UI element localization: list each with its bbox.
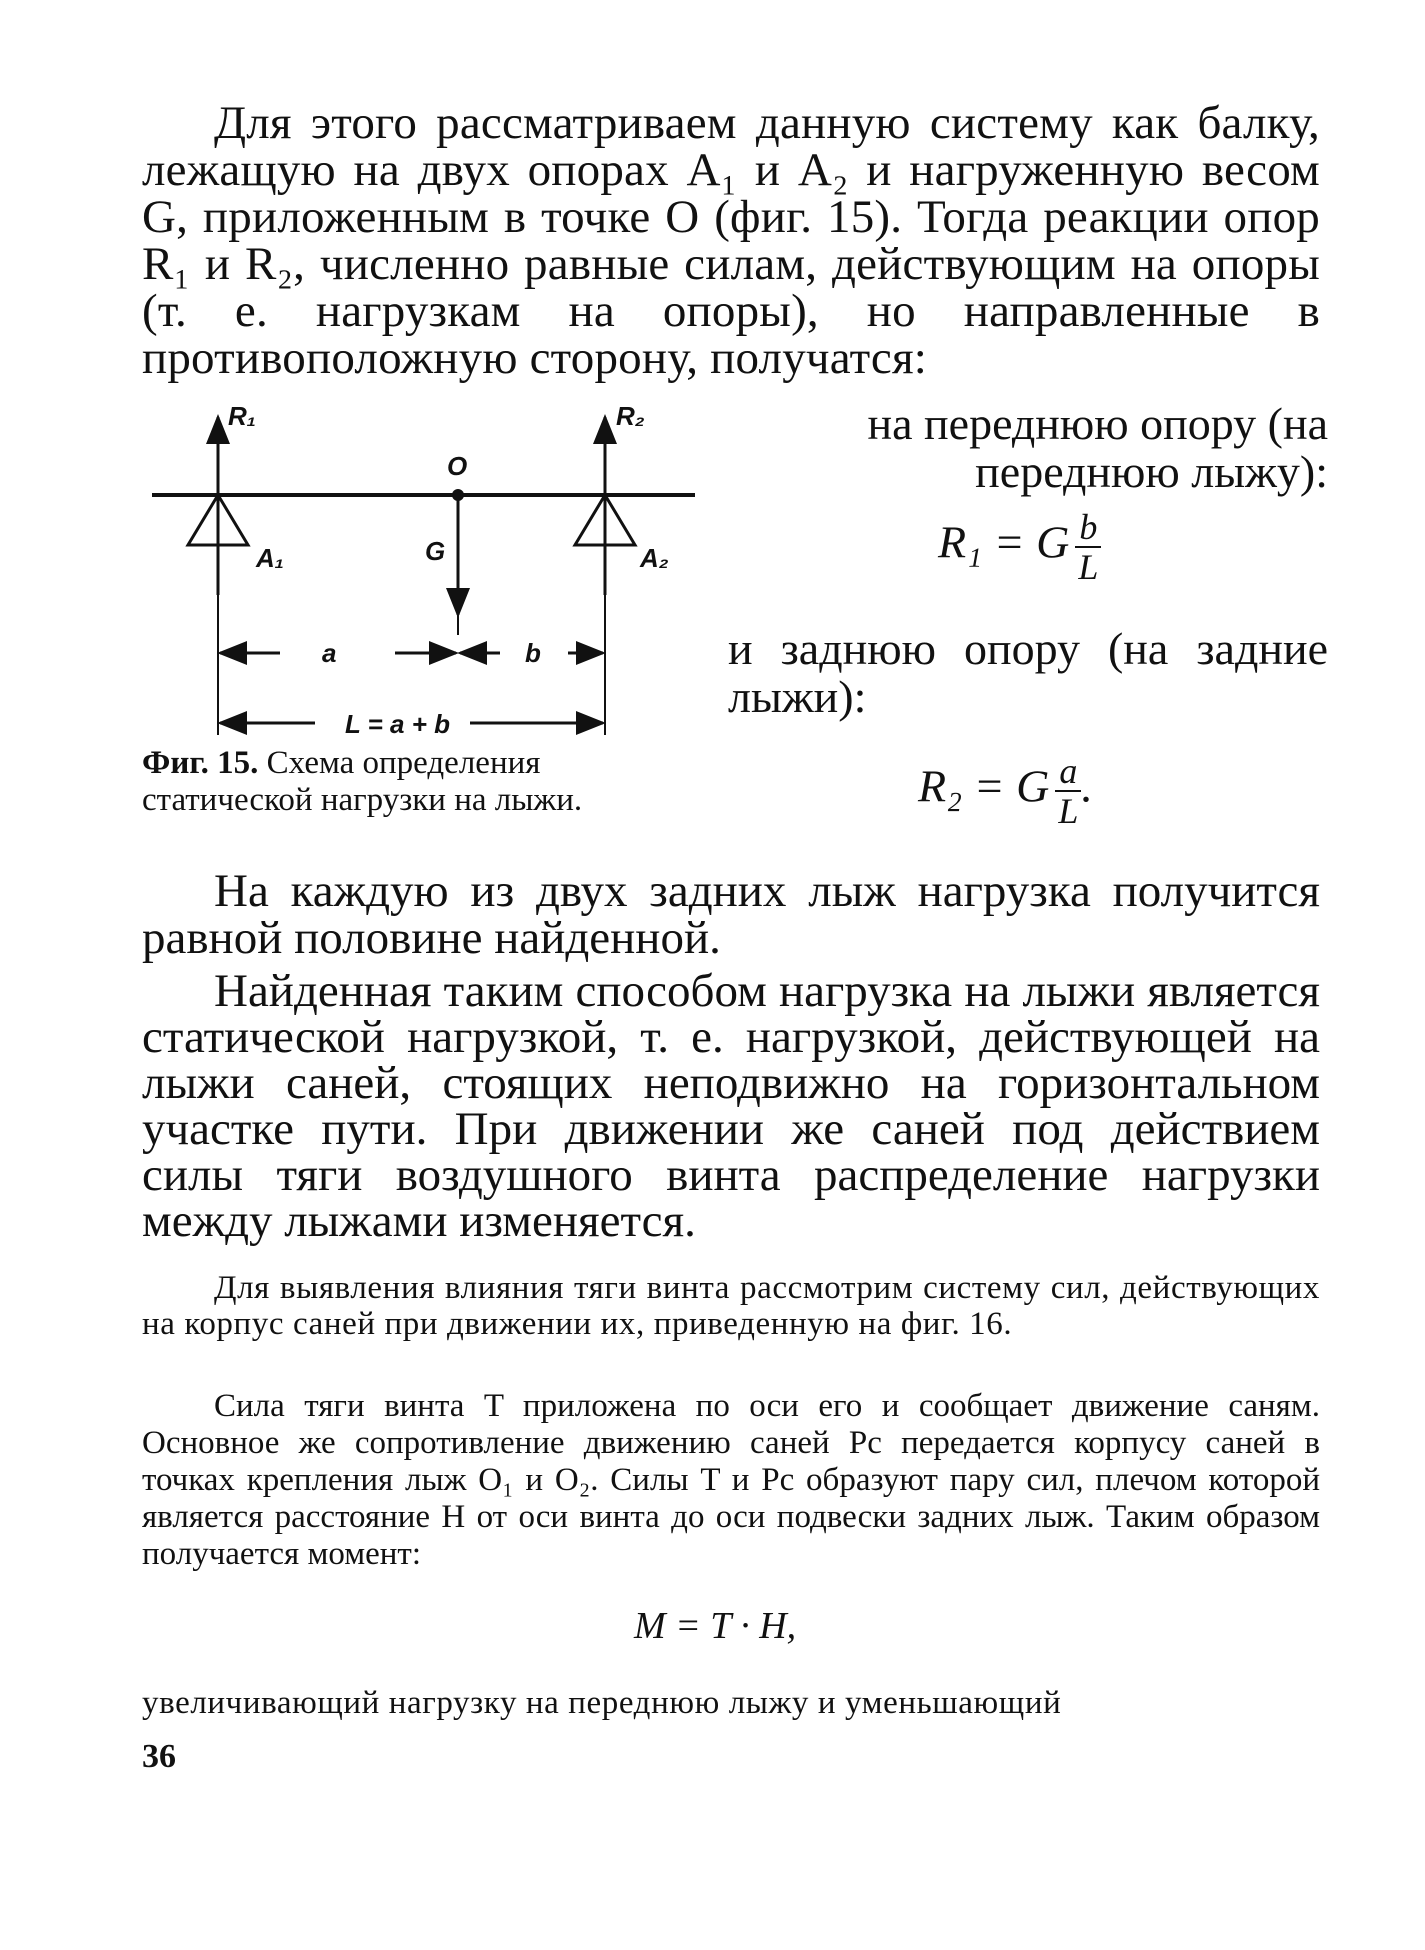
rear-support-text: и заднюю опору (на задние лыжи):	[728, 623, 1328, 722]
paragraph-static-load	[142, 965, 1320, 1247]
label-r2: R₂	[616, 401, 645, 431]
paragraph-thrust-force-text: Сила тяги винта T приложена по оси его и сообщает движение саням. Основное же сопротивление движению саней Pc передается корпусу саней в точках крепления лыж O₁ и O₂. Силы T и Pc образуют пару сил, плечом которой является расстояние H от оси винта до оси подвески задних лыж. Таким образом получается момент:	[142, 1388, 1320, 1572]
formula-r2-denominator: L	[1058, 791, 1079, 831]
figure-caption-text: Схема определения статической нагрузки на лыжи.	[142, 745, 583, 818]
paragraph-intro	[142, 97, 1320, 384]
paragraph-thrust-influence-text: Для выявления влияния тяги винта рассмотрим систему сил, действующих на корпус саней при движении их, приведенную на фиг. 16.	[142, 1270, 1320, 1342]
label-a: a	[322, 638, 337, 668]
label-g: G	[425, 536, 446, 566]
formula-r1-numerator: b	[1075, 508, 1101, 548]
formula-r2	[918, 752, 1093, 830]
formula-r1-lhs: R₁ = G	[938, 516, 1070, 568]
front-support-text: на переднюю опору (на переднюю лыжу):	[867, 398, 1328, 497]
formula-r2-numerator: a	[1055, 752, 1081, 792]
figure-caption	[142, 745, 712, 819]
paragraph-static-load-text: Найденная таким способом нагрузка на лыжи является статической нагрузкой, т. е. нагрузкой, действующей на лыжи саней, стоящих неподвижно на горизонтальном участке пути. При движении же саней под действием силы тяги воздушного винта распределение нагрузки между лыжами изменяется.	[142, 965, 1320, 1247]
label-l: L = a + b	[345, 709, 451, 739]
paragraph-thrust-influence	[142, 1270, 1320, 1342]
label-a2: A₂	[640, 543, 669, 573]
formula-moment: M = T · H,	[634, 1605, 797, 1647]
formula-r2-fraction	[1055, 752, 1081, 830]
formula-r1	[938, 508, 1101, 586]
paragraph-rear-skis-text: На каждую из двух задних лыж нагрузка получится равной половине найденной.	[142, 865, 1320, 964]
label-b: b	[525, 638, 541, 668]
formula-r2-tail: .	[1081, 760, 1093, 812]
formula-r1-denominator: L	[1078, 547, 1099, 587]
label-o: O	[447, 451, 468, 481]
paragraph-intro-text: Для этого рассматриваем данную систему как балку, лежащую на двух опорах A₁ и A₂ и нагруженную весом G, приложенным в точке O (фиг. 15). Тогда реакции опор R₁ и R₂, численно равные силам, действующим на опоры (т. е. нагрузкам на опоры), но направленные в противоположную сторону, получатся:	[142, 97, 1320, 384]
paragraph-thrust-force	[142, 1388, 1320, 1573]
paragraph-rear-skis	[142, 865, 1320, 964]
figure-caption-label: Фиг. 15.	[142, 745, 259, 781]
page-number: 36	[142, 1738, 176, 1775]
paragraph-continuation: увеличивающий нагрузку на переднюю лыжу и уменьшающий	[142, 1685, 1062, 1721]
label-r1: R₁	[228, 401, 256, 431]
formula-r1-fraction	[1075, 508, 1101, 586]
formula-r2-lhs: R₂ = G	[918, 760, 1050, 812]
label-a1: A₁	[256, 543, 284, 573]
figure-15-diagram	[140, 395, 710, 740]
